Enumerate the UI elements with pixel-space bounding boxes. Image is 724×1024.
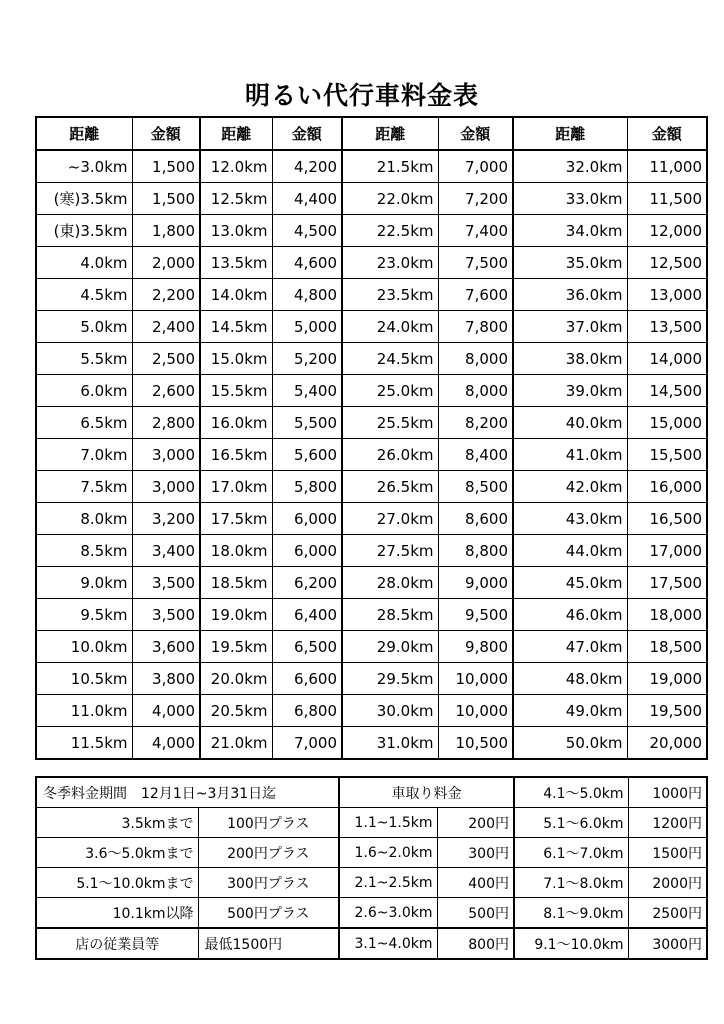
distance-cell: 8.5km [36, 535, 132, 567]
distance-cell: 35.0km [513, 247, 627, 279]
distance-cell: 28.0km [342, 567, 438, 599]
pickup-heading: 車取り料金 [339, 777, 514, 808]
amount-cell: 5,600 [272, 439, 342, 471]
amount-cell: 8,800 [438, 535, 513, 567]
amount-cell: 9,000 [438, 567, 513, 599]
fare-row [36, 471, 707, 503]
pickup-right-fee: 1500円 [628, 838, 707, 868]
distance-cell: 26.0km [342, 439, 438, 471]
extra-row [36, 777, 707, 808]
distance-cell: 4.0km [36, 247, 132, 279]
distance-cell: 37.0km [513, 311, 627, 343]
distance-cell: 13.5km [200, 247, 272, 279]
amount-cell: 7,800 [438, 311, 513, 343]
winter-range: 3.5kmまで [36, 808, 198, 838]
pickup-right-distance: 5.1～6.0km [514, 808, 628, 838]
distance-cell: 6.5km [36, 407, 132, 439]
amount-cell: 13,500 [627, 311, 707, 343]
distance-cell: 25.5km [342, 407, 438, 439]
amount-cell: 6,500 [272, 631, 342, 663]
fare-table [35, 116, 708, 760]
amount-cell: 4,000 [132, 727, 200, 760]
fare-row [36, 599, 707, 631]
amount-cell: 11,500 [627, 183, 707, 215]
amount-cell: 7,400 [438, 215, 513, 247]
pickup-right-fee: 2000円 [628, 868, 707, 898]
distance-cell: (東)3.5km [36, 215, 132, 247]
extra-row [36, 928, 707, 959]
winter-surcharge: 500円プラス [198, 898, 339, 929]
amount-cell: 7,500 [438, 247, 513, 279]
distance-cell: 47.0km [513, 631, 627, 663]
fare-row [36, 727, 707, 760]
pickup-fee: 400円 [437, 868, 514, 898]
amount-cell: 6,000 [272, 535, 342, 567]
pickup-right-distance: 9.1～10.0km [514, 928, 628, 959]
distance-cell: 29.5km [342, 663, 438, 695]
extra-table [35, 776, 708, 960]
header-distance: 距離 [36, 117, 132, 150]
distance-cell: 12.5km [200, 183, 272, 215]
winter-surcharge: 100円プラス [198, 808, 339, 838]
winter-range: 10.1km以降 [36, 898, 198, 929]
amount-cell: 17,500 [627, 567, 707, 599]
distance-cell: 9.5km [36, 599, 132, 631]
amount-cell: 6,600 [272, 663, 342, 695]
amount-cell: 10,500 [438, 727, 513, 760]
amount-cell: 9,800 [438, 631, 513, 663]
distance-cell: (寒)3.5km [36, 183, 132, 215]
distance-cell: 16.5km [200, 439, 272, 471]
amount-cell: 18,500 [627, 631, 707, 663]
fare-row [36, 407, 707, 439]
distance-cell: 14.0km [200, 279, 272, 311]
winter-surcharge: 200円プラス [198, 838, 339, 868]
distance-cell: 42.0km [513, 471, 627, 503]
distance-cell: 13.0km [200, 215, 272, 247]
distance-cell: 7.5km [36, 471, 132, 503]
distance-cell: 29.0km [342, 631, 438, 663]
amount-cell: 5,500 [272, 407, 342, 439]
amount-cell: 3,600 [132, 631, 200, 663]
pickup-fee: 500円 [437, 898, 514, 929]
distance-cell: 45.0km [513, 567, 627, 599]
amount-cell: 4,500 [272, 215, 342, 247]
amount-cell: 5,800 [272, 471, 342, 503]
amount-cell: 9,500 [438, 599, 513, 631]
amount-cell: 2,200 [132, 279, 200, 311]
amount-cell: 19,000 [627, 663, 707, 695]
fare-row [36, 439, 707, 471]
amount-cell: 5,400 [272, 375, 342, 407]
distance-cell: 33.0km [513, 183, 627, 215]
fare-row [36, 631, 707, 663]
amount-cell: 11,000 [627, 150, 707, 183]
distance-cell: 30.0km [342, 695, 438, 727]
distance-cell: 19.0km [200, 599, 272, 631]
pickup-distance: 3.1~4.0km [339, 928, 437, 959]
distance-cell: 27.0km [342, 503, 438, 535]
distance-cell: 26.5km [342, 471, 438, 503]
distance-cell: 49.0km [513, 695, 627, 727]
amount-cell: 2,600 [132, 375, 200, 407]
amount-cell: 13,000 [627, 279, 707, 311]
amount-cell: 3,000 [132, 439, 200, 471]
header-distance: 距離 [513, 117, 627, 150]
amount-cell: 1,500 [132, 183, 200, 215]
amount-cell: 3,000 [132, 471, 200, 503]
winter-surcharge: 300円プラス [198, 868, 339, 898]
header-distance: 距離 [342, 117, 438, 150]
distance-cell: 43.0km [513, 503, 627, 535]
fare-row [36, 535, 707, 567]
amount-cell: 1,500 [132, 150, 200, 183]
amount-cell: 19,500 [627, 695, 707, 727]
distance-cell: 20.5km [200, 695, 272, 727]
fare-row [36, 247, 707, 279]
distance-cell: 39.0km [513, 375, 627, 407]
amount-cell: 6,200 [272, 567, 342, 599]
pickup-distance: 1.6~2.0km [339, 838, 437, 868]
distance-cell: 36.0km [513, 279, 627, 311]
amount-cell: 20,000 [627, 727, 707, 760]
amount-cell: 8,000 [438, 343, 513, 375]
distance-cell: 34.0km [513, 215, 627, 247]
amount-cell: 15,500 [627, 439, 707, 471]
amount-cell: 15,000 [627, 407, 707, 439]
extra-row [36, 838, 707, 868]
pickup-right-fee: 1200円 [628, 808, 707, 838]
amount-cell: 3,800 [132, 663, 200, 695]
distance-cell: 17.0km [200, 471, 272, 503]
amount-cell: 3,500 [132, 599, 200, 631]
distance-cell: 9.0km [36, 567, 132, 599]
distance-cell: 22.0km [342, 183, 438, 215]
extra-row [36, 808, 707, 838]
distance-cell: 50.0km [513, 727, 627, 760]
extra-row [36, 898, 707, 929]
amount-cell: 14,500 [627, 375, 707, 407]
fare-row [36, 215, 707, 247]
distance-cell: 21.5km [342, 150, 438, 183]
amount-cell: 7,600 [438, 279, 513, 311]
amount-cell: 3,200 [132, 503, 200, 535]
distance-cell: 32.0km [513, 150, 627, 183]
fare-header-row [36, 117, 707, 150]
amount-cell: 1,800 [132, 215, 200, 247]
amount-cell: 4,200 [272, 150, 342, 183]
amount-cell: 8,400 [438, 439, 513, 471]
distance-cell: 8.0km [36, 503, 132, 535]
fare-row [36, 311, 707, 343]
amount-cell: 2,800 [132, 407, 200, 439]
amount-cell: 2,500 [132, 343, 200, 375]
header-amount: 金額 [272, 117, 342, 150]
distance-cell: 10.5km [36, 663, 132, 695]
distance-cell: 20.0km [200, 663, 272, 695]
extra-row [36, 868, 707, 898]
distance-cell: 41.0km [513, 439, 627, 471]
header-distance: 距離 [200, 117, 272, 150]
distance-cell: 10.0km [36, 631, 132, 663]
pickup-right-distance: 8.1～9.0km [514, 898, 628, 929]
fare-row [36, 375, 707, 407]
amount-cell: 6,800 [272, 695, 342, 727]
distance-cell: 14.5km [200, 311, 272, 343]
staff-value: 最低1500円 [198, 928, 339, 959]
amount-cell: 16,000 [627, 471, 707, 503]
amount-cell: 16,500 [627, 503, 707, 535]
amount-cell: 6,400 [272, 599, 342, 631]
distance-cell: 7.0km [36, 439, 132, 471]
distance-cell: 5.0km [36, 311, 132, 343]
distance-cell: 48.0km [513, 663, 627, 695]
distance-cell: 23.0km [342, 247, 438, 279]
distance-cell: 22.5km [342, 215, 438, 247]
winter-range: 3.6～5.0kmまで [36, 838, 198, 868]
distance-cell: 24.5km [342, 343, 438, 375]
fare-row [36, 503, 707, 535]
distance-cell: 15.5km [200, 375, 272, 407]
amount-cell: 6,000 [272, 503, 342, 535]
amount-cell: 17,000 [627, 535, 707, 567]
amount-cell: 8,000 [438, 375, 513, 407]
pickup-right-distance: 7.1～8.0km [514, 868, 628, 898]
distance-cell: 24.0km [342, 311, 438, 343]
distance-cell: 27.5km [342, 535, 438, 567]
distance-cell: 5.5km [36, 343, 132, 375]
distance-cell: 23.5km [342, 279, 438, 311]
pickup-right-fee: 1000円 [628, 777, 707, 808]
amount-cell: 5,200 [272, 343, 342, 375]
distance-cell: ~3.0km [36, 150, 132, 183]
amount-cell: 3,500 [132, 567, 200, 599]
fare-row [36, 695, 707, 727]
amount-cell: 7,200 [438, 183, 513, 215]
page-title: 明るい代行車料金表 [244, 81, 479, 110]
distance-cell: 25.0km [342, 375, 438, 407]
distance-cell: 18.0km [200, 535, 272, 567]
amount-cell: 4,600 [272, 247, 342, 279]
header-amount: 金額 [438, 117, 513, 150]
pickup-fee: 800円 [437, 928, 514, 959]
distance-cell: 12.0km [200, 150, 272, 183]
fare-row [36, 567, 707, 599]
pickup-right-fee: 2500円 [628, 898, 707, 929]
fare-row [36, 150, 707, 183]
winter-range: 5.1～10.0kmまで [36, 868, 198, 898]
distance-cell: 15.0km [200, 343, 272, 375]
distance-cell: 31.0km [342, 727, 438, 760]
fare-row [36, 343, 707, 375]
amount-cell: 10,000 [438, 663, 513, 695]
amount-cell: 5,000 [272, 311, 342, 343]
distance-cell: 21.0km [200, 727, 272, 760]
distance-cell: 18.5km [200, 567, 272, 599]
distance-cell: 46.0km [513, 599, 627, 631]
pickup-distance: 2.1~2.5km [339, 868, 437, 898]
pickup-right-distance: 6.1～7.0km [514, 838, 628, 868]
amount-cell: 12,000 [627, 215, 707, 247]
amount-cell: 4,400 [272, 183, 342, 215]
amount-cell: 8,500 [438, 471, 513, 503]
amount-cell: 7,000 [438, 150, 513, 183]
pickup-fee: 200円 [437, 808, 514, 838]
amount-cell: 7,000 [272, 727, 342, 760]
pickup-distance: 2.6~3.0km [339, 898, 437, 929]
winter-heading: 冬季料金期間 12月1日~3月31日迄 [36, 777, 339, 808]
amount-cell: 8,200 [438, 407, 513, 439]
distance-cell: 11.5km [36, 727, 132, 760]
amount-cell: 2,400 [132, 311, 200, 343]
pickup-distance: 1.1~1.5km [339, 808, 437, 838]
distance-cell: 16.0km [200, 407, 272, 439]
amount-cell: 4,800 [272, 279, 342, 311]
distance-cell: 40.0km [513, 407, 627, 439]
distance-cell: 38.0km [513, 343, 627, 375]
amount-cell: 3,400 [132, 535, 200, 567]
distance-cell: 44.0km [513, 535, 627, 567]
distance-cell: 6.0km [36, 375, 132, 407]
amount-cell: 4,000 [132, 695, 200, 727]
distance-cell: 11.0km [36, 695, 132, 727]
fare-row [36, 279, 707, 311]
amount-cell: 10,000 [438, 695, 513, 727]
pickup-right-distance: 4.1～5.0km [514, 777, 628, 808]
staff-label: 店の従業員等 [36, 928, 198, 959]
amount-cell: 12,500 [627, 247, 707, 279]
distance-cell: 4.5km [36, 279, 132, 311]
amount-cell: 18,000 [627, 599, 707, 631]
header-amount: 金額 [627, 117, 707, 150]
pickup-fee: 300円 [437, 838, 514, 868]
fare-row [36, 663, 707, 695]
distance-cell: 19.5km [200, 631, 272, 663]
fare-row [36, 183, 707, 215]
distance-cell: 28.5km [342, 599, 438, 631]
amount-cell: 2,000 [132, 247, 200, 279]
amount-cell: 14,000 [627, 343, 707, 375]
distance-cell: 17.5km [200, 503, 272, 535]
amount-cell: 8,600 [438, 503, 513, 535]
header-amount: 金額 [132, 117, 200, 150]
pickup-right-fee: 3000円 [628, 928, 707, 959]
